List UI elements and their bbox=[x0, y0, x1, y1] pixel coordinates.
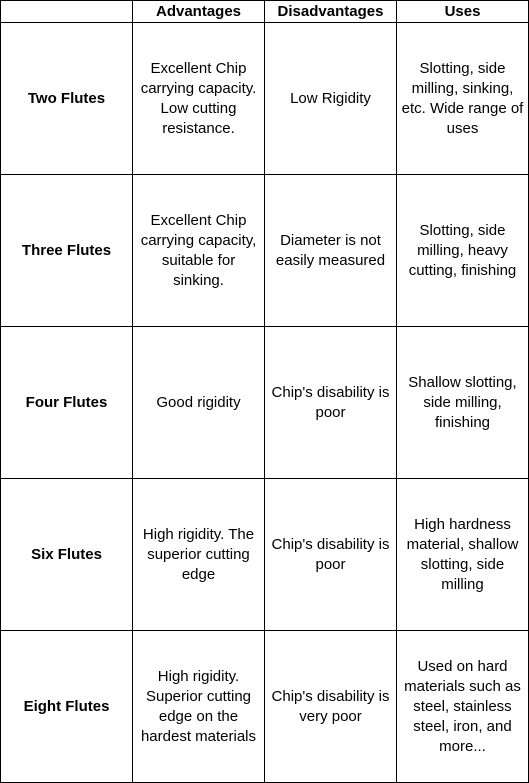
disadvantages-cell: Chip's disability is very poor bbox=[265, 631, 397, 783]
advantages-cell: Excellent Chip carrying capacity. Low cutting resistance. bbox=[133, 23, 265, 175]
uses-cell: Slotting, side milling, sinking, etc. Wide range of uses bbox=[397, 23, 529, 175]
disadvantages-cell: Chip's disability is poor bbox=[265, 327, 397, 479]
table-header bbox=[1, 1, 529, 23]
advantages-cell: Excellent Chip carrying capacity, suitable for sinking. bbox=[133, 175, 265, 327]
header-corner-cell bbox=[1, 1, 133, 23]
disadvantages-cell: Chip's disability is poor bbox=[265, 479, 397, 631]
table-row bbox=[1, 479, 529, 631]
header-row bbox=[1, 1, 529, 23]
table-row bbox=[1, 631, 529, 783]
header-disadvantages: Disadvantages bbox=[265, 1, 397, 23]
row-label: Eight Flutes bbox=[1, 631, 133, 783]
disadvantages-cell: Low Rigidity bbox=[265, 23, 397, 175]
header-advantages: Advantages bbox=[133, 1, 265, 23]
uses-cell: High hardness material, shallow slotting, side milling bbox=[397, 479, 529, 631]
table-row bbox=[1, 23, 529, 175]
row-label: Four Flutes bbox=[1, 327, 133, 479]
advantages-cell: High rigidity. The superior cutting edge bbox=[133, 479, 265, 631]
table-body bbox=[1, 23, 529, 783]
table-row bbox=[1, 327, 529, 479]
uses-cell: Slotting, side milling, heavy cutting, finishing bbox=[397, 175, 529, 327]
row-label: Two Flutes bbox=[1, 23, 133, 175]
disadvantages-cell: Diameter is not easily measured bbox=[265, 175, 397, 327]
uses-cell: Shallow slotting, side milling, finishing bbox=[397, 327, 529, 479]
advantages-cell: Good rigidity bbox=[133, 327, 265, 479]
header-uses: Uses bbox=[397, 1, 529, 23]
uses-cell: Used on hard materials such as steel, stainless steel, iron, and more... bbox=[397, 631, 529, 783]
row-label: Six Flutes bbox=[1, 479, 133, 631]
row-label: Three Flutes bbox=[1, 175, 133, 327]
table-row bbox=[1, 175, 529, 327]
advantages-cell: High rigidity. Superior cutting edge on the hardest materials bbox=[133, 631, 265, 783]
